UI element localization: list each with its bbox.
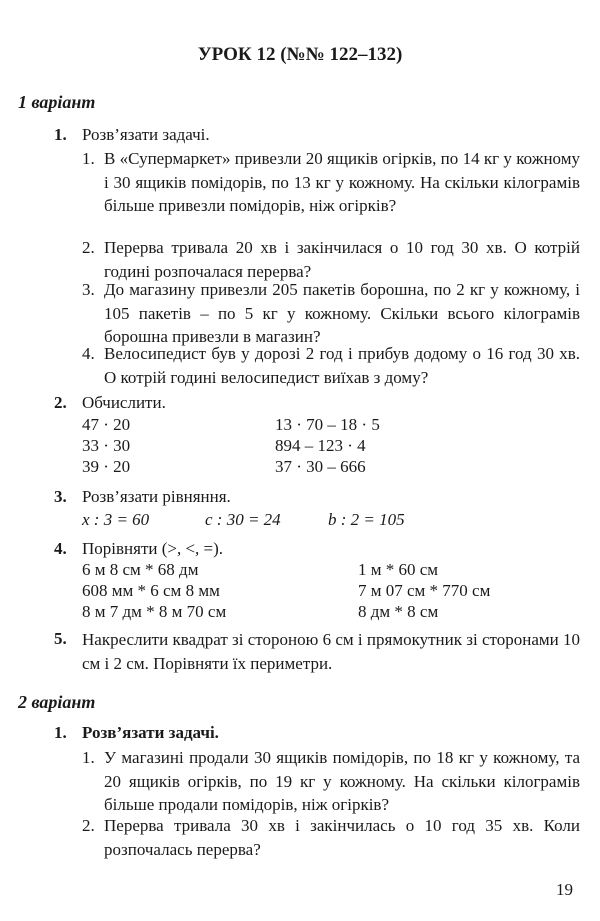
- v1-task5-text: [82, 628, 580, 675]
- calc-left-1: 47 · 20: [82, 415, 131, 434]
- v1-task1-title: Розв’язати задачі.: [82, 125, 210, 144]
- v2-problem-1: [82, 746, 580, 817]
- problem-text: У магазині продали 30 ящиків помідорів, по 18 кг у кожному, та 20 ящиків огірків, по 19 кг у кожному. На скільки кілограмів більше продали помідорів, ніж огірків?: [104, 748, 580, 815]
- v1-task5-number: 5.: [54, 629, 67, 648]
- variant-2-heading: 2 варіант: [18, 692, 96, 712]
- problem-number: 1.: [82, 149, 95, 168]
- v1-problem-4: [82, 342, 580, 389]
- problem-number: 3.: [82, 280, 95, 299]
- v1-task3-number: 3.: [54, 487, 67, 506]
- problem-text: В «Супермаркет» привезли 20 ящиків огірків, по 14 кг у кожному і 30 ящиків помідорів, по 13 кг у кожному. На скільки кілограмів більше привезли помідорів, ніж огірків?: [104, 149, 580, 216]
- equation-1: x : 3 = 60: [82, 510, 150, 529]
- task5-text: Накреслити квадрат зі стороною 6 см і прямокутник зі сторонами 10 см і 2 см. Порівняти їх периметри.: [82, 630, 580, 673]
- v2-task1-number: 1.: [54, 723, 67, 742]
- v1-task3-title: Розв’язати рівняння.: [82, 487, 231, 506]
- v2-task1-title: Розв’язати задачі.: [82, 723, 219, 742]
- equation-3: b : 2 = 105: [328, 510, 405, 529]
- problem-text: Перерва тривала 20 хв і закінчилася о 10 год 30 хв. О котрій годині розпочалася перерва?: [104, 238, 580, 281]
- v1-task1-number: 1.: [54, 125, 67, 144]
- v2-problem-2: [82, 814, 580, 861]
- calc-right-2: 894 – 123 · 4: [275, 436, 366, 455]
- problem-number: 1.: [82, 748, 95, 767]
- calc-left-3: 39 · 20: [82, 457, 131, 476]
- v1-task4-number: 4.: [54, 539, 67, 558]
- problem-text: До магазину привезли 205 пакетів борошна, по 2 кг у кожному, і 105 пакетів – по 5 кг у кожному. Скільки всього кілограмів борошна привезли в магазин?: [104, 280, 580, 347]
- v1-problem-1: [82, 147, 580, 218]
- v1-task2-number: 2.: [54, 393, 67, 412]
- v1-task4-title: Порівняти (>, <, =).: [82, 539, 224, 558]
- problem-number: 4.: [82, 344, 95, 363]
- lesson-title: УРОК 12 (№№ 122–132): [197, 44, 403, 65]
- v1-problem-3: [82, 278, 580, 349]
- compare-right-1: 1 м * 60 см: [358, 560, 439, 579]
- compare-right-3: 8 дм * 8 см: [358, 602, 439, 621]
- compare-right-2: 7 м 07 см * 770 см: [358, 581, 491, 600]
- compare-left-3: 8 м 7 дм * 8 м 70 см: [82, 602, 227, 621]
- calc-right-3: 37 · 30 – 666: [275, 457, 366, 476]
- calc-left-2: 33 · 30: [82, 436, 131, 455]
- v1-task2-title: Обчислити.: [82, 393, 166, 412]
- problem-number: 2.: [82, 238, 95, 257]
- variant-1-heading: 1 варіант: [18, 92, 96, 112]
- v1-problem-2: [82, 236, 580, 283]
- problem-text: Перерва тривала 30 хв і закінчилась о 10 год 35 хв. Коли розпочалась перерва?: [104, 816, 580, 859]
- page-number: 19: [556, 880, 573, 899]
- calc-right-1: 13 · 70 – 18 · 5: [275, 415, 380, 434]
- compare-left-2: 608 мм * 6 см 8 мм: [82, 581, 220, 600]
- equation-2: c : 30 = 24: [205, 510, 281, 529]
- compare-left-1: 6 м 8 см * 68 дм: [82, 560, 199, 579]
- problem-number: 2.: [82, 816, 95, 835]
- problem-text: Велосипедист був у дорозі 2 год і прибув додому о 16 год 30 хв. О котрій годині велосипедист виїхав з дому?: [104, 344, 580, 387]
